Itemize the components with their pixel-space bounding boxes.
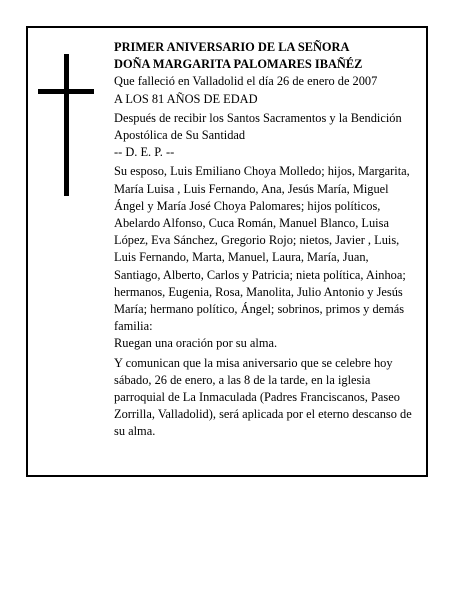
mass-announcement: Y comunican que la misa aniversario que se celebre hoy sábado, 26 de enero, a las 8 de la tarde, en la iglesia parroquial de La Inmaculada (Padres Franciscanos, Paseo Zorrilla, Valladolid), será aplicada por el eterno descanso de su alma. [114,355,412,439]
latin-cross-icon [38,54,94,196]
family-list: Su esposo, Luis Emiliano Choya Molledo; hijos, Margarita, María Luisa , Luis Fernando, Ana, Jesús María, Miguel Ángel y María José Choya Palomares; hijos políticos, Abelardo Alfonso, Cuca Román, Manuel Blanco, Luisa López, Eva Sánchez, Gregorio Rojo; nietos, Javier , Luis, Luis Fernando, Marta, Manuel, Laura, María, Juan, Santiago, Alberto, Carlos y Patricia; nieta política, Ainhoa; hermanos, Eugenia, Rosa, Manolita, Julio Antonio y Jesús María; hermano político, Ángel; sobrinos, primos y demás familia: [114,164,410,334]
sacraments-statement: Después de recibir los Santos Sacramentos y la Bendición Apostólica de Su Santidad [114,110,402,143]
age-at-death: A LOS 81 AÑOS DE EDAD [114,91,258,106]
cross-horizontal-bar [38,89,94,94]
death-info: Que falleció en Valladolid el día 26 de enero de 2007 [114,74,378,89]
prayer-request: Ruegan una oración por su alma. [114,336,278,351]
cross-vertical-bar [64,54,69,196]
notice-heading-line-2: DOÑA MARGARITA PALOMARES IBAÑÉZ [114,57,363,72]
rip-line: -- D. E. P. -- [114,145,175,160]
obituary-text-block [114,39,414,441]
notice-heading-line-1: PRIMER ANIVERSARIO DE LA SEÑORA [114,40,350,54]
